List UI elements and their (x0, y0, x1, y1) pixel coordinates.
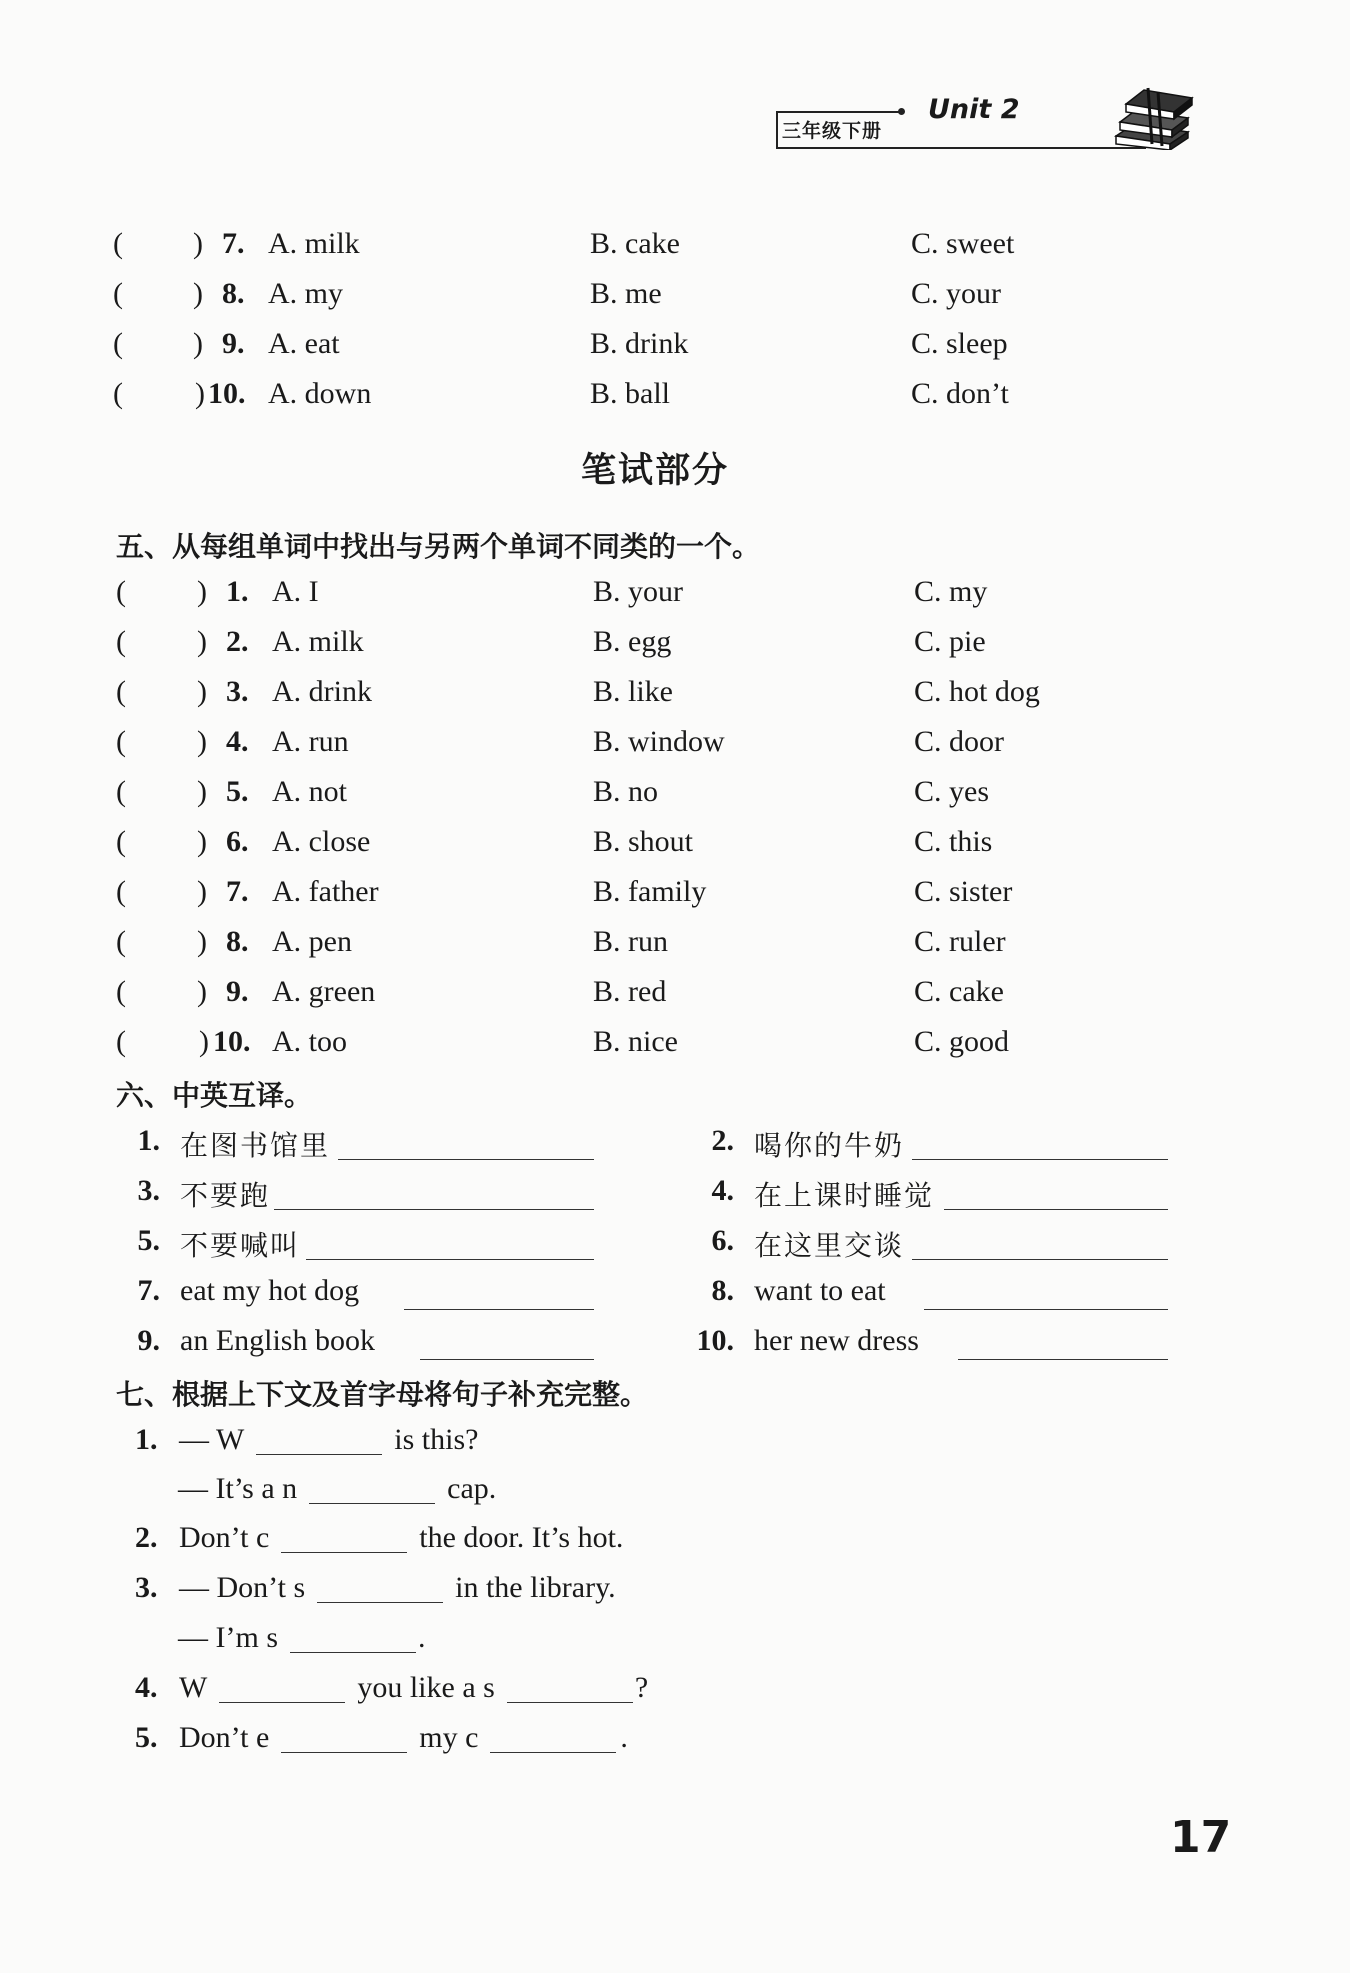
answer-paren-close: ) (197, 575, 207, 608)
s5-item-9 (0, 975, 1350, 1015)
section6-heading: 六、中英互译。 (116, 1079, 313, 1112)
answer-line (912, 1159, 1168, 1160)
option-c: C. yes (914, 775, 989, 808)
option-b: B. window (593, 725, 725, 758)
option-a: A. milk (272, 625, 364, 658)
option-b: B. me (590, 277, 662, 310)
sentence-start: — I’m s (178, 1621, 278, 1654)
item-text: 不要喊叫 (180, 1229, 301, 1262)
answer-paren-close: ) (197, 725, 207, 758)
option-c: C. hot dog (914, 675, 1040, 708)
answer-paren-open: ( (116, 1025, 126, 1058)
item-number: 4. (226, 725, 249, 758)
option-b: B. no (593, 775, 659, 808)
sentence-middle: my c (419, 1721, 479, 1754)
sentence-start: — Don’t s (179, 1571, 306, 1604)
answer-paren-close: ) (197, 875, 207, 908)
answer-paren-open: ( (116, 775, 126, 808)
item-number: 3. (226, 675, 249, 708)
sentence-end: the door. It’s hot. (419, 1521, 624, 1554)
item-number: 2. (135, 1521, 158, 1554)
option-a: A. my (268, 277, 343, 310)
fill-blank (309, 1473, 435, 1504)
option-b: B. red (593, 975, 667, 1008)
option-b: B. like (593, 675, 673, 708)
answer-paren-open: ( (116, 575, 126, 608)
option-a: A. pen (272, 925, 352, 958)
answer-paren-close: ) (199, 1025, 209, 1058)
s5-item-2 (0, 625, 1350, 665)
item-text: want to eat (754, 1274, 886, 1307)
s7-item-1-question (135, 1423, 478, 1457)
option-b: B. family (593, 875, 707, 908)
option-a: A. down (268, 377, 372, 410)
fill-blank (281, 1522, 407, 1553)
answer-paren-close: ) (193, 277, 203, 310)
item-number: 5. (135, 1721, 158, 1754)
item-text: eat my hot dog (180, 1274, 360, 1307)
option-b: B. your (593, 575, 683, 608)
answer-paren-close: ) (195, 377, 205, 410)
header-rule-top (776, 111, 902, 113)
s7-item-1-answer (178, 1472, 496, 1506)
item-number: 3. (135, 1571, 158, 1604)
sentence-end: . (418, 1621, 426, 1654)
item-number: 9. (226, 975, 249, 1008)
sentence-start: Don’t c (179, 1521, 270, 1554)
answer-paren-open: ( (116, 625, 126, 658)
answer-line (944, 1209, 1168, 1210)
option-c: C. sleep (911, 327, 1008, 360)
s5-item-6 (0, 825, 1350, 865)
option-b: B. drink (590, 327, 689, 360)
item-number: 2. (226, 625, 249, 658)
s5-item-5 (0, 775, 1350, 815)
s5-item-3 (0, 675, 1350, 715)
answer-paren-close: ) (197, 975, 207, 1008)
option-a: A. too (272, 1025, 347, 1058)
answer-line (420, 1359, 594, 1360)
header-rule-left (776, 111, 778, 149)
fill-blank (507, 1672, 633, 1703)
fill-blank (490, 1722, 616, 1753)
option-a: A. eat (268, 327, 340, 360)
answer-line (274, 1209, 594, 1210)
option-b: B. egg (593, 625, 672, 658)
item-number: 1. (226, 575, 249, 608)
s5-item-4 (0, 725, 1350, 765)
header-rule-dot (898, 108, 905, 115)
listening-item-8 (0, 277, 1350, 317)
answer-paren-open: ( (113, 377, 123, 410)
item-number: 4. (135, 1671, 158, 1704)
answer-paren-open: ( (116, 725, 126, 758)
answer-paren-close: ) (193, 327, 203, 360)
written-part-title: 笔试部分 (580, 451, 729, 491)
sentence-end: . (620, 1721, 628, 1754)
sentence-end: in the library. (455, 1571, 616, 1604)
option-c: C. cake (914, 975, 1004, 1008)
s5-item-8 (0, 925, 1350, 965)
option-b: B. cake (590, 227, 680, 260)
section7-heading: 七、根据上下文及首字母将句子补充完整。 (116, 1378, 649, 1411)
answer-line (924, 1309, 1168, 1310)
fill-blank (281, 1722, 407, 1753)
s5-item-1 (0, 575, 1350, 615)
sentence-start: W (179, 1671, 208, 1704)
option-b: B. ball (590, 377, 670, 410)
stacked-books-icon (1108, 84, 1194, 150)
s5-item-10 (0, 1025, 1350, 1065)
item-number: 5. (226, 775, 249, 808)
answer-paren-open: ( (113, 227, 123, 260)
item-number: 8. (226, 925, 249, 958)
item-number: 6. (711, 1224, 734, 1257)
page-number: 17 (1170, 1812, 1232, 1863)
answer-paren-open: ( (116, 825, 126, 858)
option-c: C. pie (914, 625, 986, 658)
answer-paren-open: ( (116, 875, 126, 908)
option-c: C. don’t (911, 377, 1009, 410)
sentence-middle: you like a s (357, 1671, 495, 1704)
answer-paren-open: ( (116, 925, 126, 958)
sentence-end: is this? (394, 1423, 479, 1456)
option-a: A. milk (268, 227, 360, 260)
s7-item-3-answer (178, 1621, 426, 1655)
option-c: C. good (914, 1025, 1010, 1058)
listening-item-10 (0, 377, 1350, 417)
item-text: 喝你的牛奶 (754, 1129, 905, 1162)
fill-blank (256, 1424, 382, 1455)
item-text: 不要跑 (180, 1179, 271, 1212)
option-a: A. drink (272, 675, 372, 708)
sentence-start: — W (179, 1423, 245, 1456)
option-c: C. door (914, 725, 1004, 758)
answer-paren-close: ) (197, 775, 207, 808)
option-c: C. sister (914, 875, 1013, 908)
s7-item-3-question (135, 1571, 616, 1605)
s7-item-5 (135, 1721, 628, 1755)
option-c: C. sweet (911, 227, 1015, 260)
item-number: 7. (222, 227, 245, 260)
item-number: 8. (711, 1274, 734, 1307)
answer-line (306, 1259, 594, 1260)
item-number: 7. (137, 1274, 160, 1307)
fill-blank (317, 1572, 443, 1603)
item-number: 10. (208, 377, 246, 410)
sentence-end: cap. (447, 1472, 497, 1505)
option-a: A. I (272, 575, 319, 608)
item-number: 9. (222, 327, 245, 360)
answer-line (912, 1259, 1168, 1260)
option-c: C. your (911, 277, 1001, 310)
item-number: 10. (696, 1324, 734, 1357)
sentence-start: Don’t e (179, 1721, 270, 1754)
option-a: A. green (272, 975, 376, 1008)
item-number: 9. (137, 1324, 160, 1357)
option-a: A. not (272, 775, 347, 808)
option-a: A. close (272, 825, 371, 858)
option-b: B. run (593, 925, 668, 958)
answer-paren-open: ( (113, 327, 123, 360)
listening-item-9 (0, 327, 1350, 367)
header-grade: 三年级下册 (782, 120, 883, 142)
s7-item-2 (135, 1521, 623, 1555)
item-text: 在图书馆里 (180, 1129, 331, 1162)
fill-blank (290, 1622, 416, 1653)
header-unit: Unit 2 (928, 94, 1020, 125)
item-number: 10. (213, 1025, 251, 1058)
option-c: C. ruler (914, 925, 1006, 958)
answer-line (404, 1309, 594, 1310)
sentence-end: ? (634, 1671, 649, 1704)
item-number: 4. (711, 1174, 734, 1207)
option-b: B. shout (593, 825, 694, 858)
option-c: C. this (914, 825, 993, 858)
answer-paren-close: ) (197, 675, 207, 708)
answer-paren-open: ( (113, 277, 123, 310)
option-b: B. nice (593, 1025, 678, 1058)
item-number: 1. (135, 1423, 158, 1456)
item-text: an English book (180, 1324, 375, 1357)
s7-item-4 (135, 1671, 648, 1705)
option-a: A. run (272, 725, 349, 758)
section5-heading: 五、从每组单词中找出与另两个单词不同类的一个。 (116, 530, 761, 563)
answer-line (958, 1359, 1168, 1360)
item-number: 8. (222, 277, 245, 310)
answer-paren-open: ( (116, 975, 126, 1008)
answer-paren-close: ) (197, 625, 207, 658)
item-number: 2. (711, 1124, 734, 1157)
option-c: C. my (914, 575, 988, 608)
sentence-start: — It’s a n (178, 1472, 298, 1505)
answer-paren-close: ) (197, 825, 207, 858)
answer-paren-close: ) (197, 925, 207, 958)
fill-blank (219, 1672, 345, 1703)
answer-paren-close: ) (193, 227, 203, 260)
item-text: 在上课时睡觉 (754, 1179, 935, 1212)
item-number: 6. (226, 825, 249, 858)
header-rule-bottom (776, 147, 1146, 149)
item-number: 3. (137, 1174, 160, 1207)
option-a: A. father (272, 875, 379, 908)
item-number: 7. (226, 875, 249, 908)
item-number: 5. (137, 1224, 160, 1257)
item-number: 1. (137, 1124, 160, 1157)
item-text: her new dress (754, 1324, 919, 1357)
listening-item-7 (0, 227, 1350, 267)
answer-line (338, 1159, 594, 1160)
item-text: 在这里交谈 (754, 1229, 905, 1262)
s5-item-7 (0, 875, 1350, 915)
answer-paren-open: ( (116, 675, 126, 708)
